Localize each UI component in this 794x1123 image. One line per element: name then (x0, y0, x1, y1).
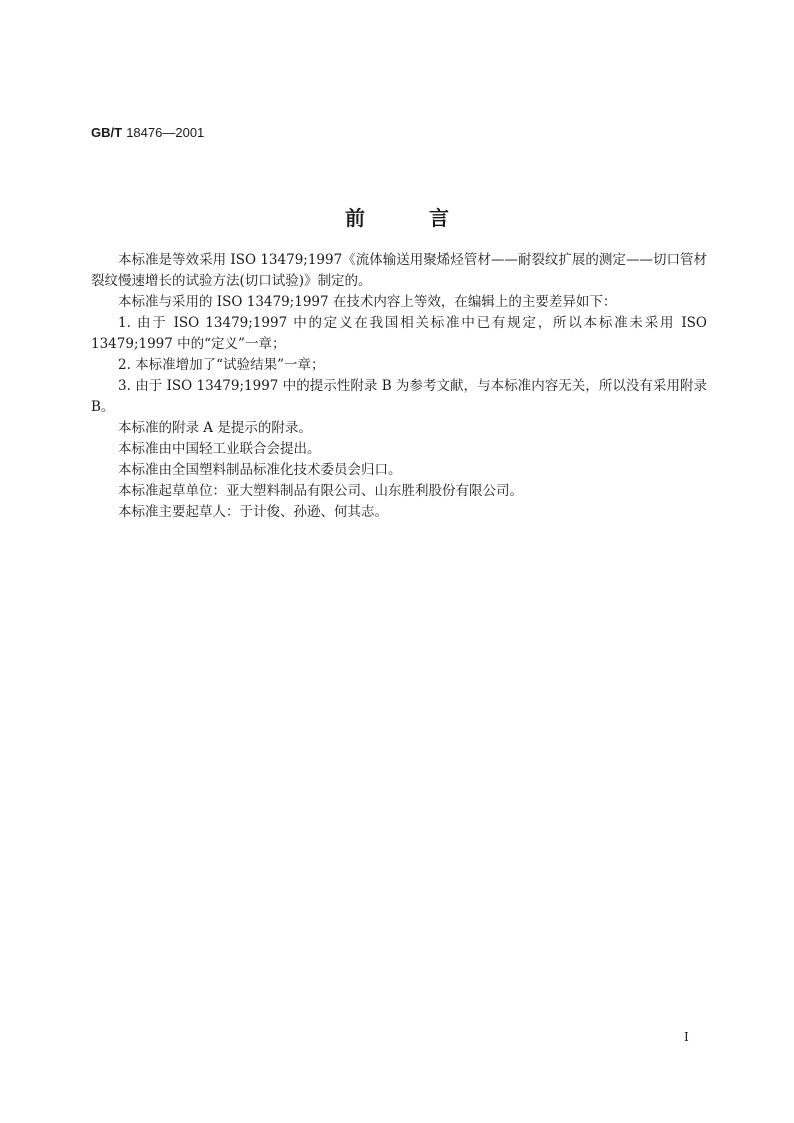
list-item: 2. 本标准增加了“试验结果”一章； (118, 357, 325, 373)
standard-number-header (91, 124, 204, 143)
list-item: 3. 由于 ISO 13479;1997 中的提示性附录 B 为参考文献，与本标准内容无关，所以没有采用附录B。 (91, 378, 707, 415)
paragraph: 本标准由中国轻工业联合会提出。 (118, 441, 321, 457)
paragraph: 本标准由全国塑料制品标准化技术委员会归口。 (118, 462, 402, 478)
paragraph: 本标准与采用的 ISO 13479;1997 在技术内容上等效，在编辑上的主要差异如下： (118, 294, 617, 310)
page-number: I (684, 1030, 689, 1044)
paragraph: 本标准主要起草人：于计俊、孙逊、何其志。 (118, 504, 388, 520)
list-item: 1. 由于 ISO 13479;1997 中的定义在我国相关标准中已有规定，所以本标准未采用 ISO 13479;1997 中的“定义”一章； (91, 315, 707, 352)
paragraph: 本标准的附录 A 是提示的附录。 (118, 420, 312, 436)
standard-number: 18476—2001 (126, 125, 205, 140)
foreword-body (91, 250, 707, 523)
paragraph: 本标准起草单位：亚大塑料制品有限公司、山东胜利股份有限公司。 (118, 483, 523, 499)
page-title: 前言 (345, 206, 513, 230)
paragraph: 本标准是等效采用 ISO 13479;1997《流体输送用聚烯烃管材——耐裂纹扩展的测定——切口管材裂纹慢速增长的试验方法(切口试验)》制定的。 (91, 252, 707, 289)
standard-prefix: GB/T (91, 125, 123, 140)
